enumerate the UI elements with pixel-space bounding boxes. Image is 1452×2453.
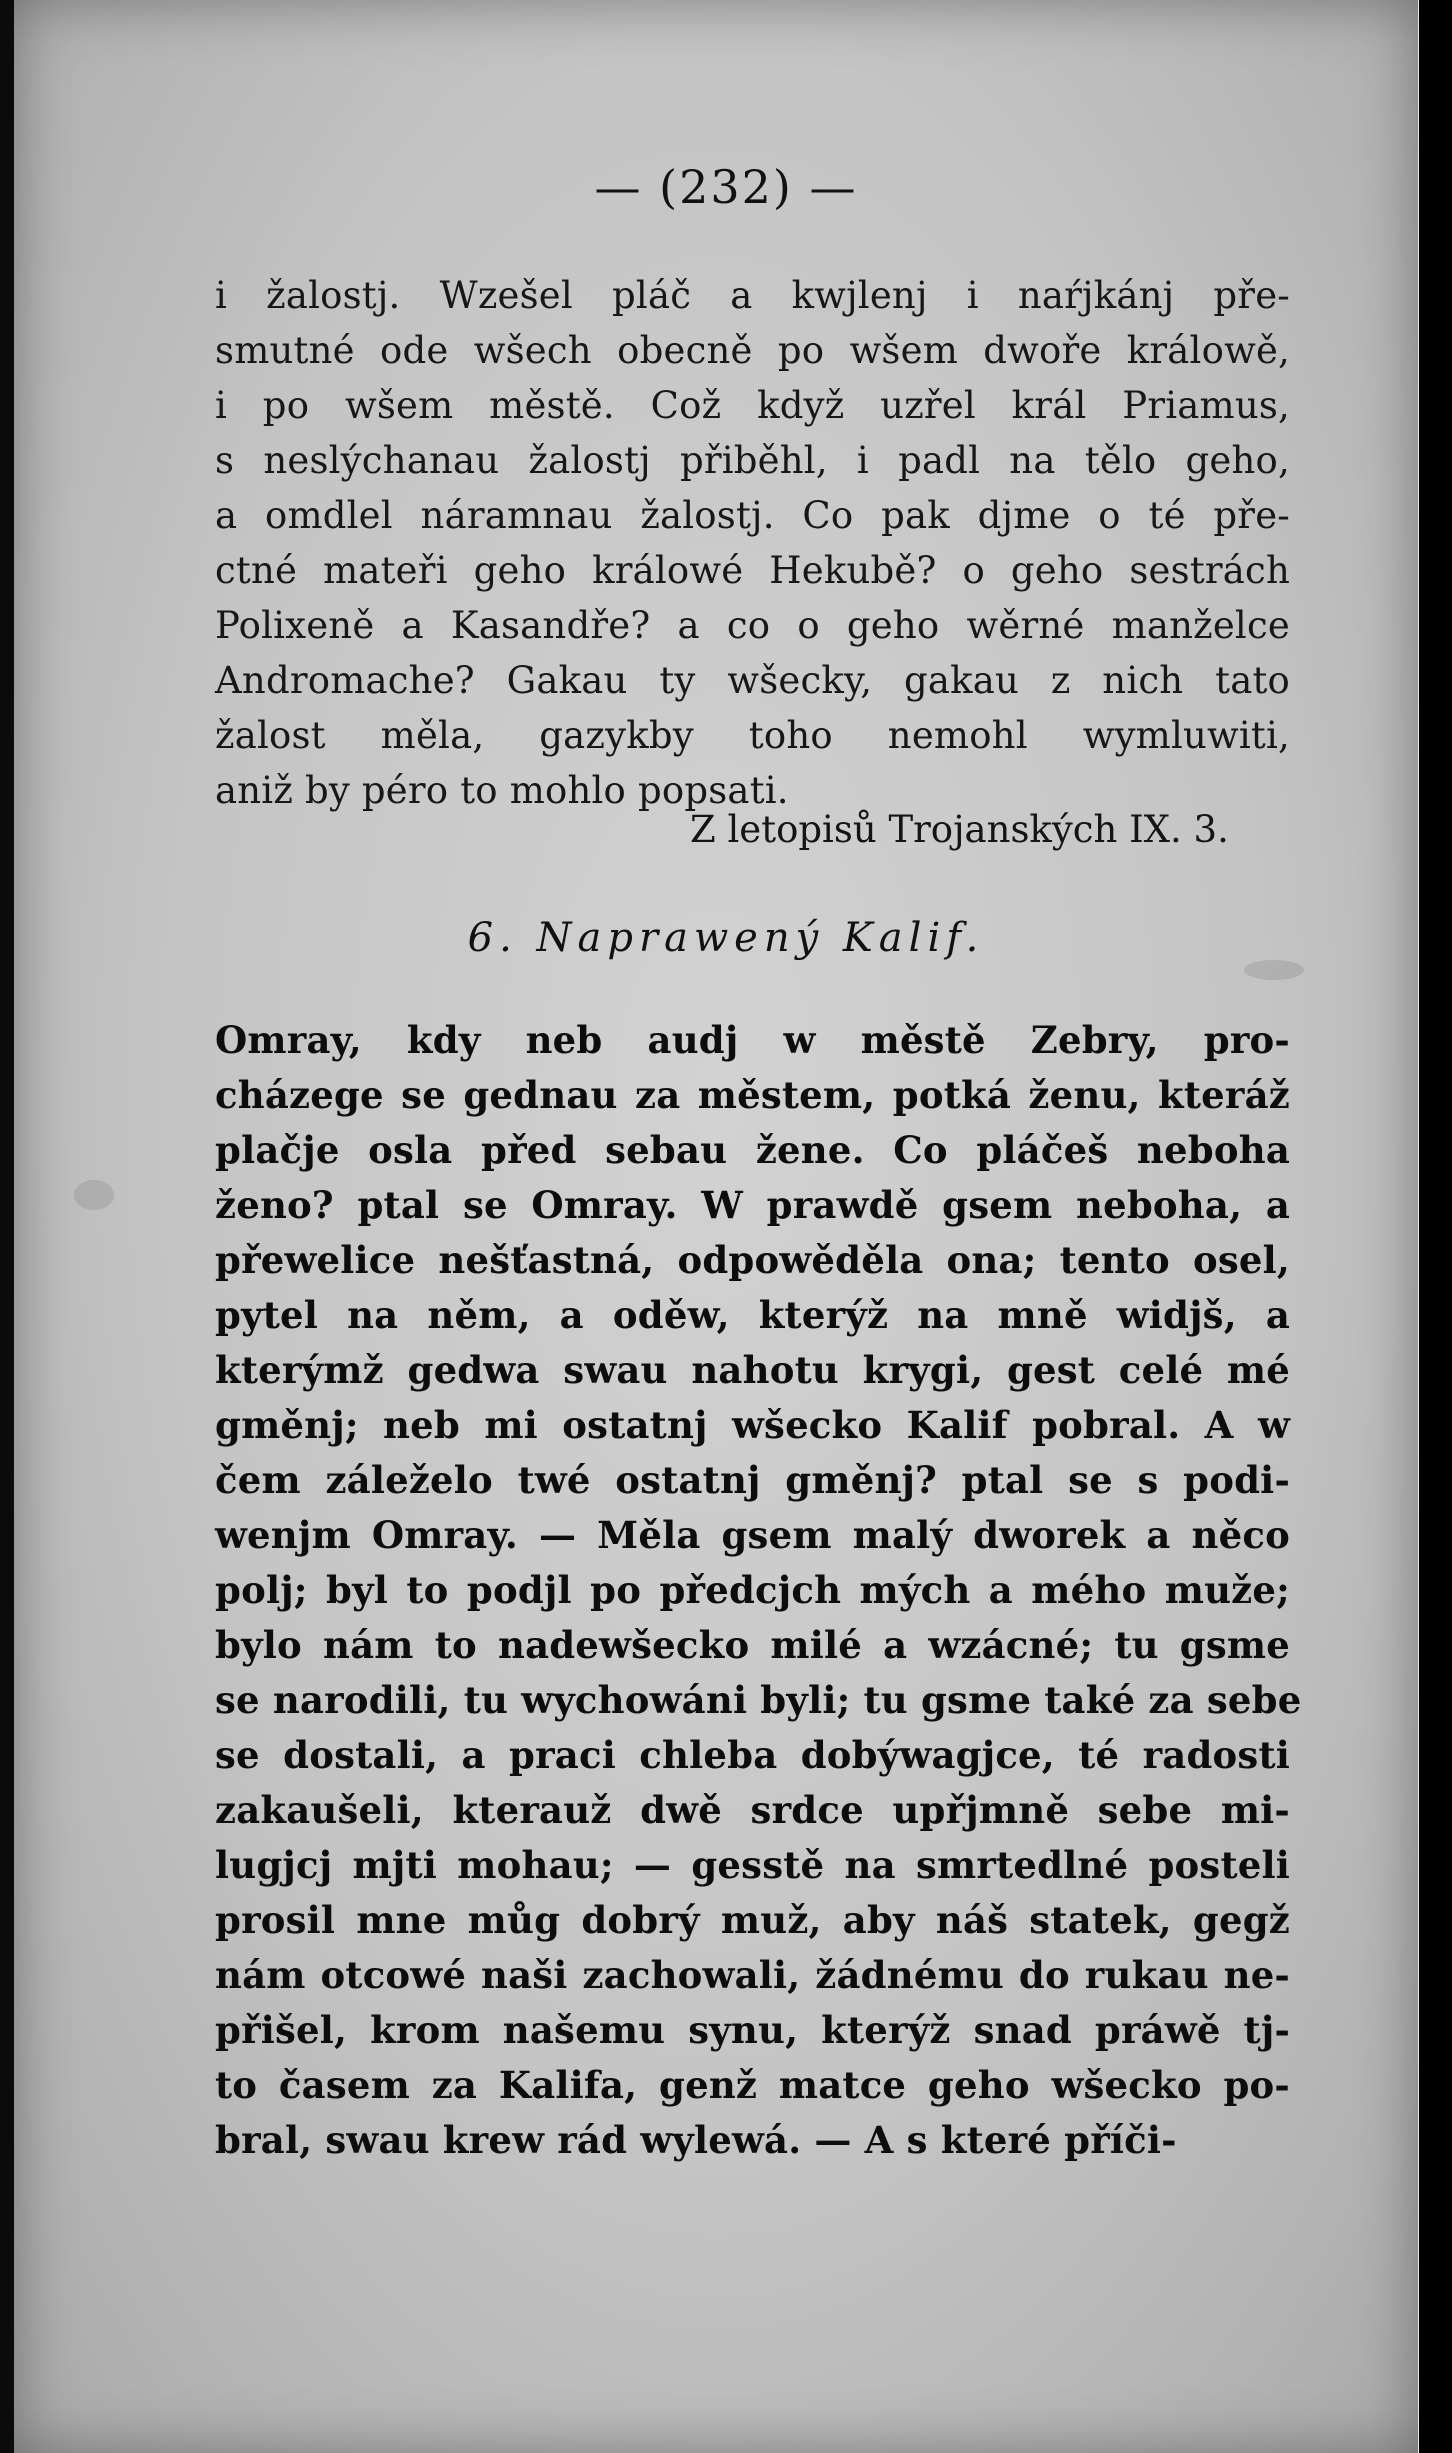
text-line: gměnj; neb mi ostatnj wšecko Kalif pobral. A w: [215, 1403, 1290, 1447]
text-line: Andromache? Gakau ty wšecky, gakau z nich tato: [215, 659, 1290, 702]
text-line: smutné ode wšech obecně po wšem dwoře králowě,: [215, 329, 1290, 372]
text-line: se dostali, a praci chleba dobýwagjce, té radosti: [215, 1733, 1290, 1777]
text-line: prosil mne můg dobrý muž, aby náš statek, gegž: [215, 1898, 1290, 1942]
paragraph-2: [215, 1013, 1302, 2168]
text-line: plačje osla před sebau žene. Co pláčeš neboha: [215, 1128, 1290, 1172]
text-line: cházege se gednau za městem, potká ženu, kteráž: [215, 1073, 1290, 1117]
text-line: žalost měla, gazykby toho nemohl wymluwiti,: [215, 714, 1290, 757]
text-line: aniž by péro to mohlo popsati.: [215, 769, 789, 812]
text-line: polj; byl to podjl po předcjch mých a mého muže;: [215, 1568, 1290, 1612]
section-title: 6. Naprawený Kalif.: [467, 915, 985, 961]
text-line: pytel na něm, a oděw, kterýž na mně widjš, a: [215, 1293, 1290, 1337]
text-line: to časem za Kalifa, genž matce geho wšecko po-: [215, 2063, 1290, 2107]
text-line: čem záleželo twé ostatnj gměnj? ptal se s podi-: [215, 1458, 1290, 1502]
text-line: bral, swau krew rád wylewá. — A s které příči-: [215, 2118, 1177, 2162]
text-line: zakaušeli, kterauž dwě srdce upřjmně sebe mi-: [215, 1788, 1290, 1832]
text-line: Polixeně a Kasandře? a co o geho wěrné manželce: [215, 604, 1290, 647]
text-line: bylo nám to nadewšecko milé a wzácné; tu gsme: [215, 1623, 1290, 1667]
text-line: a omdlel náramnau žalostj. Co pak djme o té pře-: [215, 494, 1290, 537]
text-line: i po wšem městě. Což když uzřel král Priamus,: [215, 384, 1290, 427]
text-line: wenjm Omray. — Měla gsem malý dworek a něco: [215, 1513, 1290, 1557]
text-line: s neslýchanau žalostj přiběhl, i padl na tělo geho,: [215, 439, 1290, 482]
text-line: i žalostj. Wzešel pláč a kwjlenj i naŕjkánj pře-: [215, 274, 1290, 317]
text-line: lugjcj mjti mohau; — gesstě na smrtedlné posteli: [215, 1843, 1290, 1887]
text-line: nám otcowé naši zachowali, žádnému do rukau ne-: [215, 1953, 1290, 1997]
attribution: Z letopisů Trojanských IX. 3.: [690, 808, 1229, 851]
ink-smudge: [74, 1180, 114, 1210]
scan-border: [1419, 0, 1452, 2453]
text-line: ženo? ptal se Omray. W prawdě gsem neboha, a: [215, 1183, 1290, 1227]
text-line: kterýmž gedwa swau nahotu krygi, gest celé mé: [215, 1348, 1290, 1392]
text-line: přewelice nešťastná, odpowěděla ona; tento osel,: [215, 1238, 1290, 1282]
text-line: přišel, krom našemu synu, kterýž snad práwě tj-: [215, 2008, 1290, 2052]
text-line: Omray, kdy neb audj w městě Zebry, pro-: [215, 1018, 1290, 1062]
ink-smudge: [1244, 960, 1304, 980]
text-line: ctné mateři geho králowé Hekubě? o geho sestrách: [215, 549, 1290, 592]
page-header: — (232) —: [594, 160, 858, 214]
paragraph-1: [215, 268, 1290, 818]
text-line: se narodili, tu wychowáni byli; tu gsme také za sebe: [215, 1678, 1302, 1722]
